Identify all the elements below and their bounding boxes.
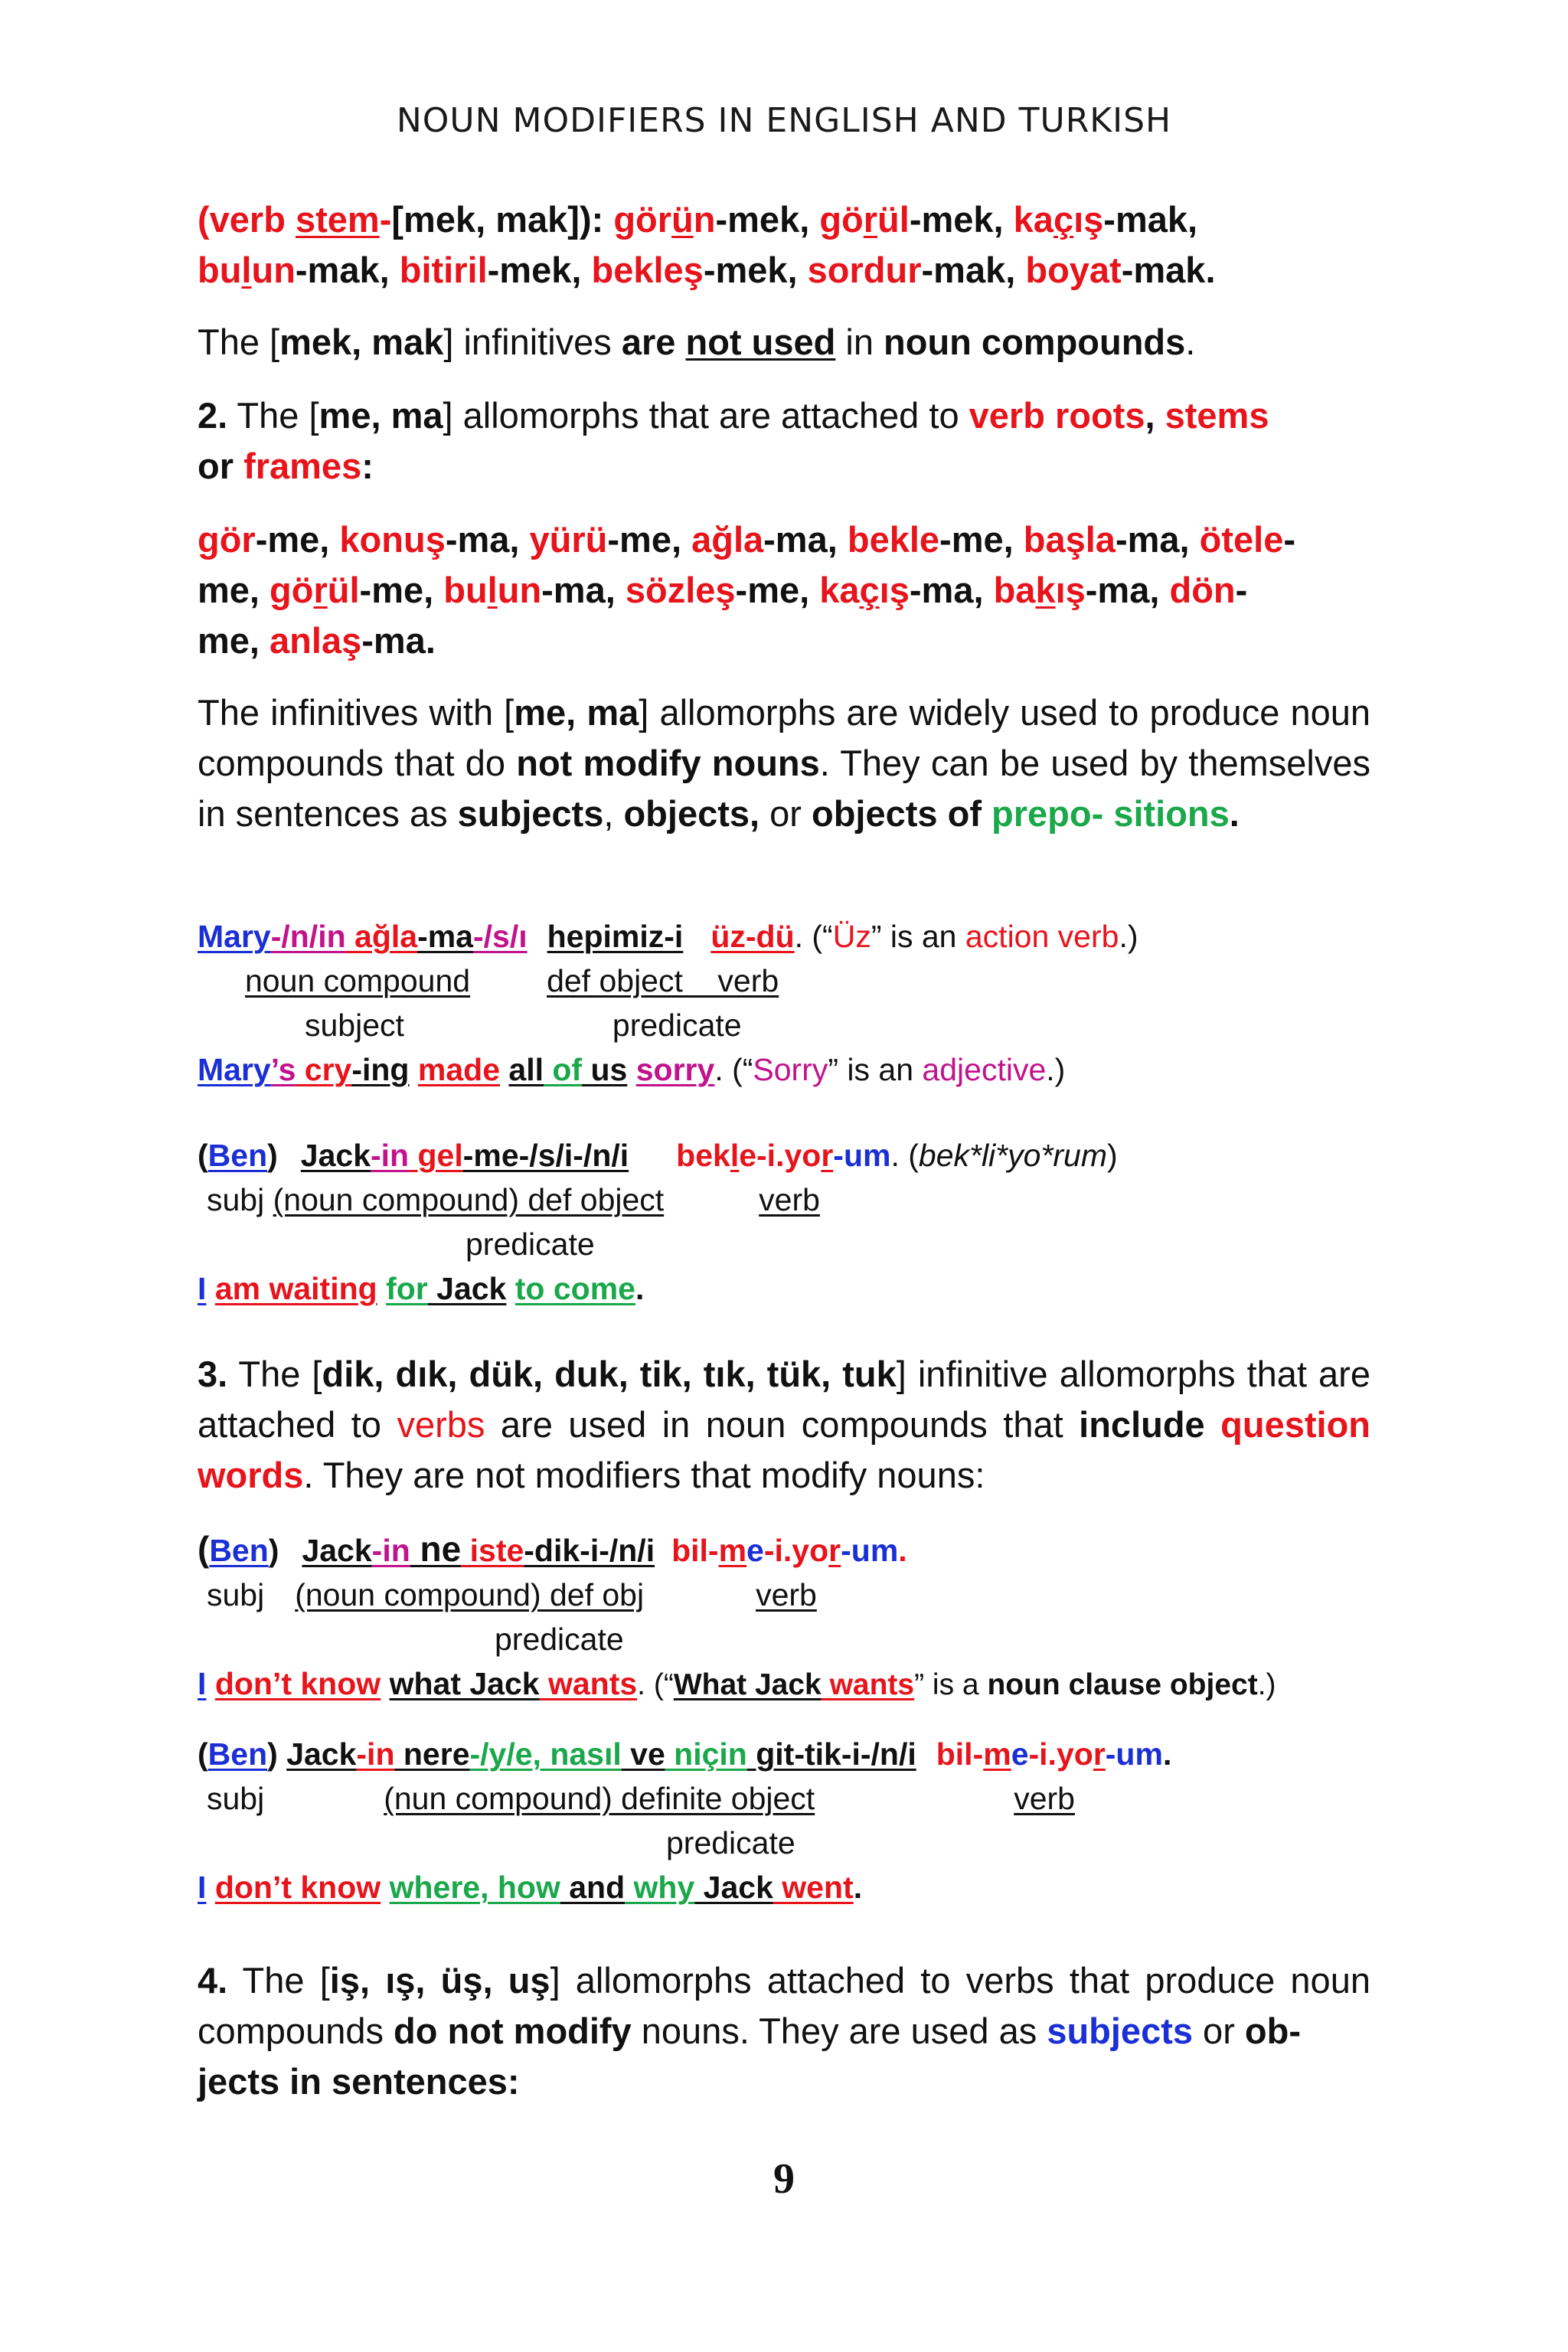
example-1-turkish: Mary-/n/in ağla-ma-/s/ı hepimiz-i üz-dü. (“Üz” is an action verb.) (198, 919, 1138, 954)
underlined-letter: m (718, 1533, 747, 1568)
me-ma-suffix: -ma, (1115, 519, 1200, 560)
underlined-letter: m (983, 1736, 1011, 1772)
example-3-labels: subj (noun compound) def obj verb (207, 1577, 817, 1612)
me-ma-root: gör (198, 519, 256, 560)
me-ma-root: başla (1023, 519, 1116, 560)
example-2-turkish: (Ben) Jack-in gel-me-/s/i-/n/i bekle-i.yor-um. (bek*li*yo*rum) (198, 1138, 1118, 1173)
example-1-english: Mary’s cry-ing made all of us sorry. (“Sorry” is an adjective.) (198, 1052, 1066, 1087)
me-ma-suffix: -me, (939, 519, 1024, 560)
me-ma-examples: gör-me, konuş-ma, yürü-me, ağla-ma, bekle-me, başla-ma, ötele- me, görül-me, bulun-ma, sözleş-me, kaçış-ma, bakış-ma, dön- me, anlaş-ma. (198, 519, 1295, 661)
me-ma-root: ağla (691, 519, 764, 560)
me-ma-suffix: - (1283, 519, 1295, 560)
section-4-intro: 4. The [iş, ış, üş, uş] allomorphs attached to verbs that produce noun compounds do not modify nouns. They are used as subjects or ob- jects in sentences: (198, 1960, 1370, 2102)
me-ma-suffix: -ma, (763, 519, 848, 560)
running-header: NOUN MODIFIERS IN ENGLISH AND TURKISH (396, 101, 1172, 140)
me-ma-root: ötele (1199, 519, 1284, 560)
example-2-labels: subj (noun compound) def object verb (207, 1182, 820, 1217)
me-ma-suffix: -me, (607, 519, 692, 560)
vowel: e (1011, 1736, 1029, 1772)
example-3 (198, 1527, 1370, 1707)
example-2-roles: predicate (466, 1227, 595, 1262)
me-ma-list-line-1 (198, 519, 1295, 560)
example-4-turkish: (Ben) Jack-in nere-/y/e, nasıl ve niçin git-tik-i-/n/i bil-me-i.yor-um. (198, 1736, 1172, 1772)
example-2-english: I am waiting for Jack to come. (198, 1271, 645, 1306)
mek-mak-note: The [mek, mak] infinitives are not used in noun compounds. (198, 322, 1196, 362)
section-2-intro: 2. The [me, ma] allomorphs that are attached to verb roots, stems or frames: (198, 395, 1269, 486)
example-1-roles: subject predicate (305, 1008, 742, 1043)
me-ma-suffix: -ma, (445, 519, 530, 560)
section-3-intro: 3. The [dik, dık, dük, duk, tik, tık, tük, tuk] infinitive allomorphs that are attached to verbs are used in noun compounds that include question words. They are not modifiers that modify nouns: (198, 1354, 1370, 1495)
example-3-roles: predicate (495, 1622, 624, 1657)
example-1 (198, 914, 1370, 1092)
example-4-english: I don’t know where, how and why Jack went. (198, 1870, 863, 1905)
hyphen: - (972, 1736, 984, 1772)
hyphen: - (707, 1533, 719, 1568)
me-ma-root: konuş (339, 519, 446, 560)
example-2 (198, 1133, 1370, 1311)
example-4-labels: subj (nun compound) definite object verb (207, 1781, 1075, 1816)
example-1-labels: noun compound def object verb (245, 963, 779, 998)
me-ma-root: bekle (847, 519, 940, 560)
me-ma-suffix: -me, (255, 519, 340, 560)
example-4-roles: predicate (666, 1825, 795, 1860)
mek-mak-examples: (verb stem-[mek, mak]): görün-mek, görül-mek, kaçış-mak, bulun-mak, bitiril-mek, bekleş-mek, sordur-mak, boyat-mak. (198, 199, 1216, 290)
me-ma-root: yürü (529, 519, 608, 560)
page-number: 9 (773, 2155, 795, 2203)
example-4 (198, 1732, 1370, 1909)
me-ma-description: The infinitives with [me, ma] allomorphs are widely used to produce noun compounds that do not modify nouns. They can be used by themselves in sentences as subjects, objects, or objects of prepo- sitions. (198, 692, 1370, 834)
example-3-english: I don’t know what Jack wants. (“What Jack wants” is a noun clause object.) (198, 1666, 1276, 1701)
vowel: e (746, 1533, 764, 1568)
example-3-turkish: (Ben) Jack-in ne iste-dik-i-/n/i bil-me-i.yor-um. (198, 1529, 907, 1569)
